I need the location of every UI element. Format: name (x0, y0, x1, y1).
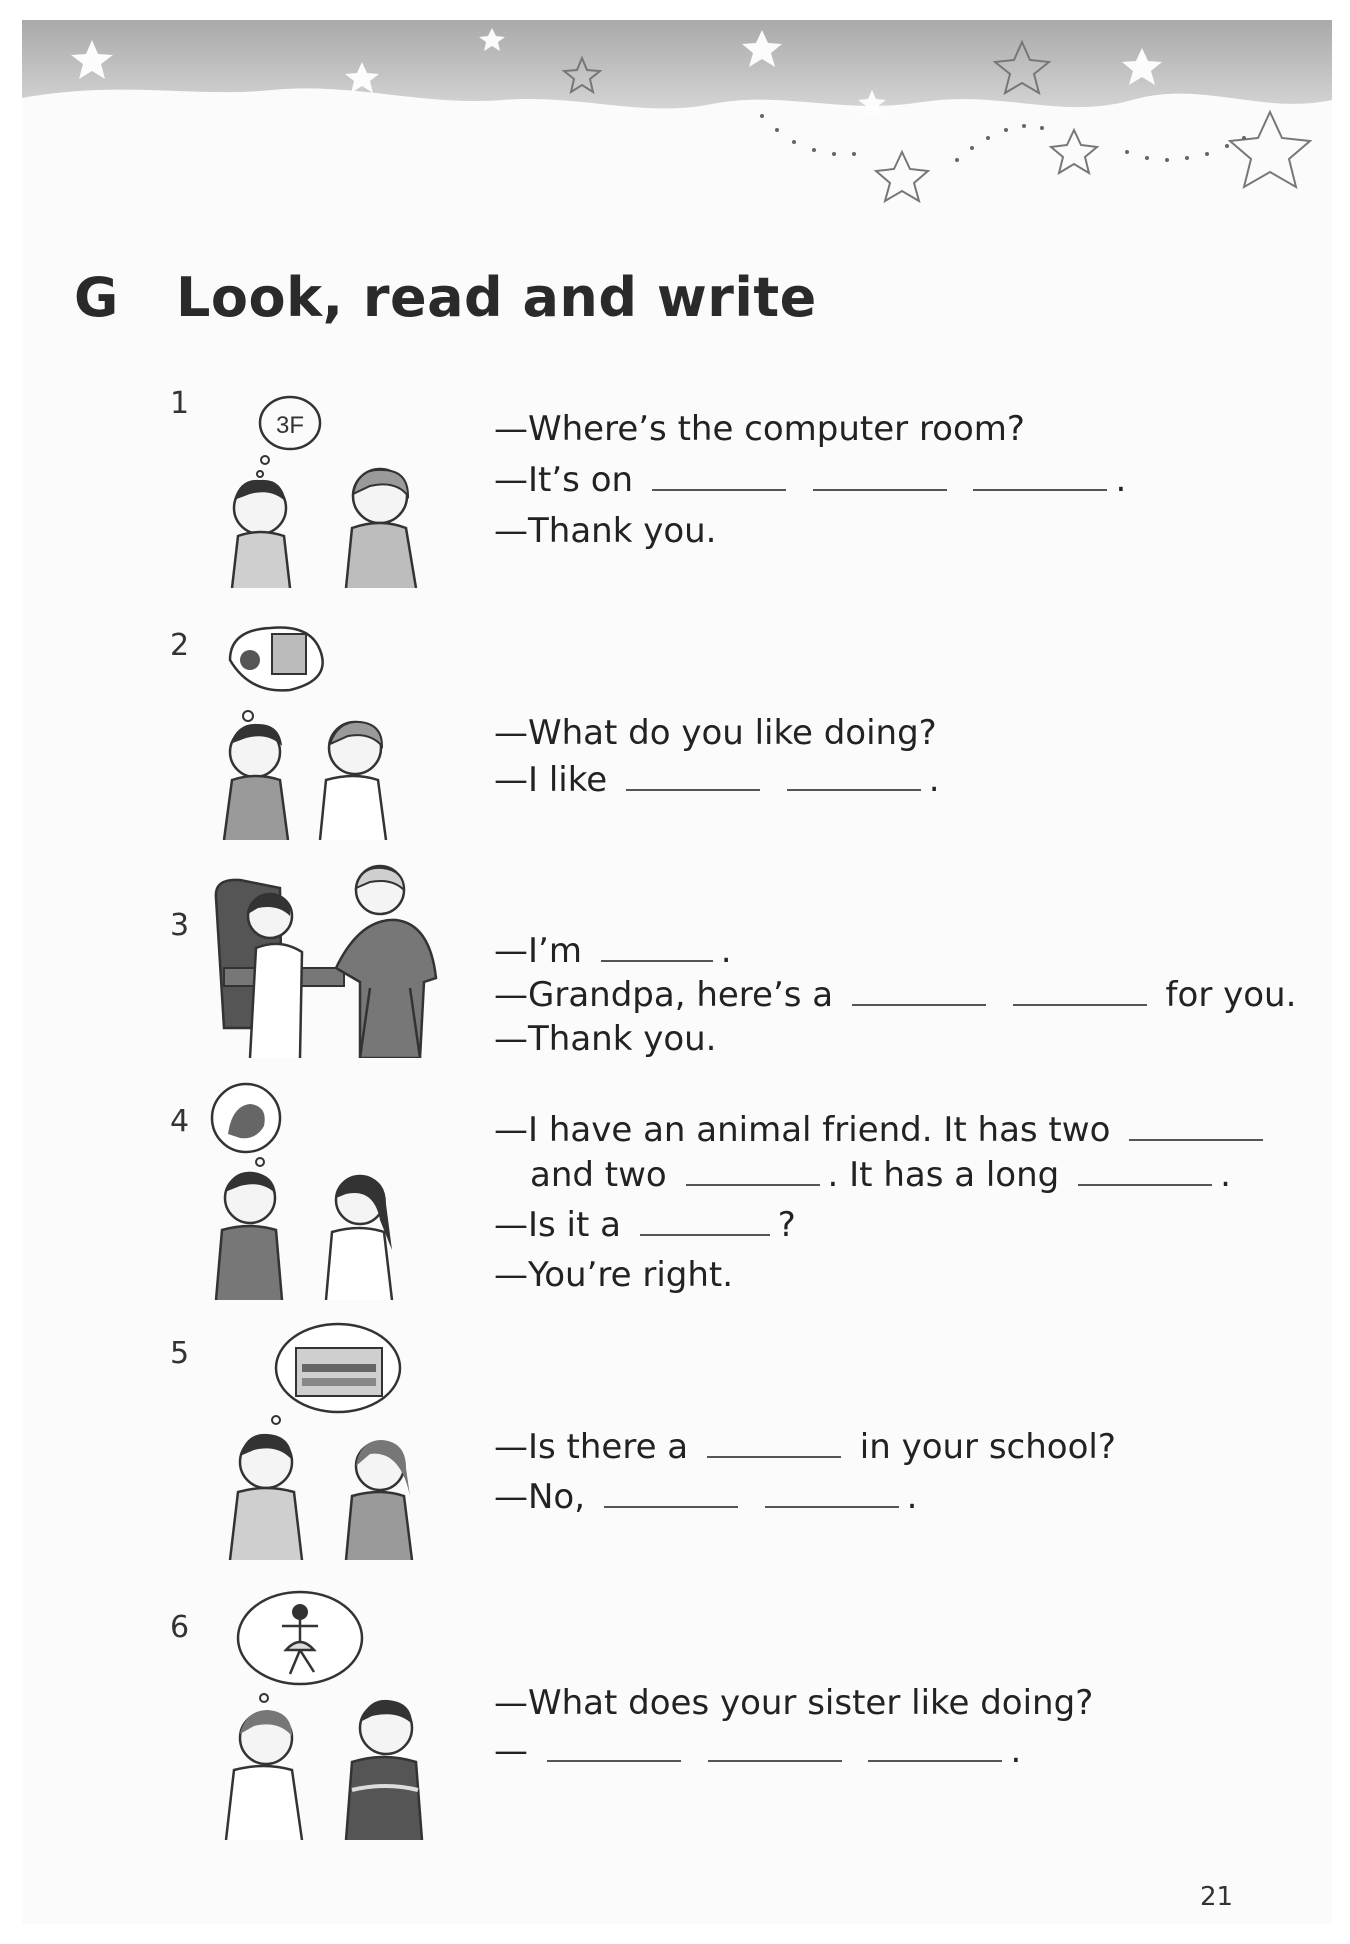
section-letter: G (74, 266, 119, 329)
section-title: Look, read and write (176, 266, 817, 329)
answer-blank[interactable] (973, 488, 1107, 491)
line-punctuation: . (1220, 1155, 1231, 1195)
dialogue-line (494, 1427, 1116, 1467)
line-text: in your school? (859, 1427, 1116, 1467)
exercise-number: 2 (170, 628, 190, 663)
answer-blank[interactable] (868, 1759, 1002, 1762)
exercise-number: 4 (170, 1104, 190, 1139)
dialogue-line: —You’re right. (494, 1255, 734, 1295)
illustration-kids-like-doing (210, 620, 450, 840)
dialogue-line (494, 931, 732, 971)
illustration-boy-girl-asking-room (210, 378, 450, 588)
answer-blank[interactable] (652, 488, 786, 491)
dialogue-line: —Thank you. (494, 1019, 717, 1059)
line-punctuation: . (1115, 460, 1127, 500)
answer-blank[interactable] (1013, 1003, 1147, 1006)
dialogue-line (494, 975, 1297, 1015)
line-punctuation: ? (777, 1205, 796, 1245)
line-punctuation: . (720, 931, 732, 971)
line-text: —No, (494, 1477, 586, 1517)
dialogue-line (494, 1205, 796, 1245)
line-text: —Is it a (494, 1205, 621, 1245)
answer-blank[interactable] (765, 1505, 899, 1508)
workbook-page (22, 20, 1332, 1924)
dialogue-line: —What does your sister like doing? (494, 1683, 1094, 1723)
illustration-boy-grandpa-chair (210, 858, 470, 1058)
line-text: —I like (494, 760, 608, 800)
answer-blank[interactable] (640, 1233, 770, 1236)
answer-blank[interactable] (604, 1505, 738, 1508)
answer-blank[interactable] (787, 788, 921, 791)
exercise-number: 3 (170, 908, 190, 943)
illustration-kids-ballet-sister (210, 1590, 460, 1840)
answer-blank[interactable] (1078, 1183, 1212, 1186)
page-number: 21 (1200, 1882, 1234, 1912)
line-punctuation: . (1010, 1731, 1022, 1771)
dialogue-line (494, 760, 940, 800)
answer-blank[interactable] (1129, 1138, 1263, 1141)
answer-blank[interactable] (852, 1003, 986, 1006)
illustration-kids-school-building (210, 1320, 450, 1560)
dialogue-line (494, 1110, 1271, 1150)
line-text: —Grandpa, here’s a (494, 975, 834, 1015)
answer-blank[interactable] (813, 488, 947, 491)
line-text: — (494, 1731, 528, 1771)
line-text: for you. (1165, 975, 1297, 1015)
line-text: —I have an animal friend. It has two (494, 1110, 1111, 1150)
answer-blank[interactable] (686, 1183, 820, 1186)
dialogue-line (530, 1155, 1231, 1195)
line-text: —It’s on (494, 460, 634, 500)
dialogue-line (494, 460, 1127, 500)
line-punctuation: . (906, 1477, 918, 1517)
line-text: . It has a long (827, 1155, 1060, 1195)
line-punctuation: . (928, 760, 940, 800)
answer-blank[interactable] (547, 1759, 681, 1762)
dialogue-line (494, 1731, 1022, 1771)
dialogue-line (494, 1477, 918, 1517)
illustration-kids-monkey (210, 1080, 440, 1300)
section-heading (74, 266, 817, 329)
line-text: —I’m (494, 931, 582, 971)
exercise-number: 5 (170, 1336, 190, 1371)
answer-blank[interactable] (626, 788, 760, 791)
answer-blank[interactable] (708, 1759, 842, 1762)
dialogue-line: —Where’s the computer room? (494, 409, 1025, 449)
dialogue-line: —What do you like doing? (494, 713, 937, 753)
star-banner (22, 20, 1332, 260)
line-text: and two (530, 1155, 667, 1195)
answer-blank[interactable] (707, 1455, 841, 1458)
exercise-number: 6 (170, 1610, 190, 1645)
dialogue-line: —Thank you. (494, 511, 717, 551)
line-text: —Is there a (494, 1427, 689, 1467)
exercise-number: 1 (170, 386, 190, 421)
bubble-text: 3F (275, 412, 305, 439)
answer-blank[interactable] (601, 959, 713, 962)
